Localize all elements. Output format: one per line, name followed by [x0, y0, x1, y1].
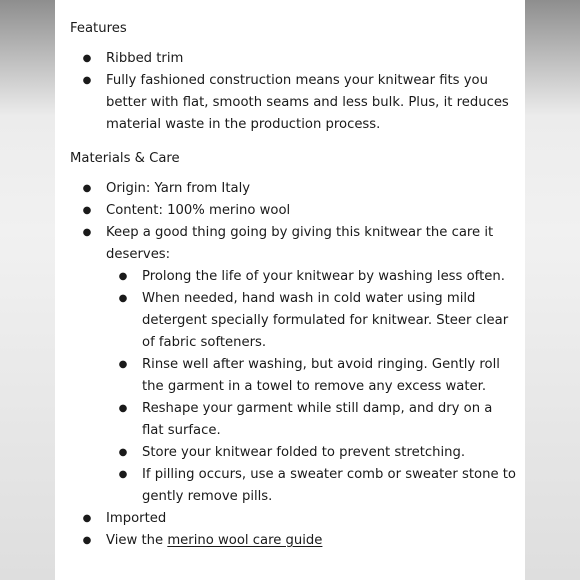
list-item	[70, 508, 518, 530]
product-details-card	[55, 0, 525, 580]
list-item	[106, 398, 518, 442]
list-item	[70, 178, 518, 200]
list-item	[70, 222, 518, 508]
care-tip-text: If pilling occurs, use a sweater comb or sweater stone to gently remove pills.	[142, 467, 517, 504]
bullet-icon: ●	[118, 403, 128, 414]
care-tip-text: Rinse well after washing, but avoid ringing. Gently roll the garment in a towel to remove any excess water.	[142, 357, 500, 394]
care-guide-link[interactable]: merino wool care guide	[167, 533, 323, 548]
bullet-icon: ●	[118, 359, 128, 370]
bullet-icon: ●	[118, 271, 128, 282]
care-tip-text: Reshape your garment while still damp, and dry on a flat surface.	[142, 401, 493, 438]
feature-text: Ribbed trim	[106, 51, 184, 66]
guide-prefix-text: View the	[106, 533, 168, 548]
features-list	[70, 48, 518, 136]
list-item	[106, 266, 518, 288]
bullet-icon: ●	[82, 183, 92, 194]
bullet-icon: ●	[82, 227, 92, 238]
content-text: Content: 100% merino wool	[106, 203, 291, 218]
list-item	[70, 48, 518, 70]
bullet-icon: ●	[82, 53, 92, 64]
materials-care-heading: Materials & Care	[70, 151, 180, 166]
bullet-icon: ●	[82, 513, 92, 524]
product-details-content	[70, 18, 518, 552]
bullet-icon: ●	[82, 205, 92, 216]
list-item	[70, 200, 518, 222]
care-tip-text: Prolong the life of your knitwear by washing less often.	[142, 269, 505, 284]
bullet-icon: ●	[118, 293, 128, 304]
bullet-icon: ●	[82, 75, 92, 86]
imported-text: Imported	[106, 511, 167, 526]
list-item	[70, 530, 518, 552]
list-item	[106, 442, 518, 464]
bullet-icon: ●	[82, 535, 92, 546]
list-item	[106, 288, 518, 354]
bullet-icon: ●	[118, 469, 128, 480]
care-intro-text: Keep a good thing going by giving this knitwear the care it deserves:	[106, 225, 494, 262]
origin-text: Origin: Yarn from Italy	[106, 181, 251, 196]
features-heading: Features	[70, 21, 127, 36]
care-tip-text: When needed, hand wash in cold water using mild detergent specially formulated for knitwear. Steer clear of fabric softeners.	[142, 291, 509, 350]
list-item	[106, 354, 518, 398]
list-item	[70, 70, 518, 136]
feature-text: Fully fashioned construction means your knitwear fits you better with flat, smooth seams and less bulk. Plus, it reduces material waste in the production process.	[106, 73, 509, 132]
care-tip-text: Store your knitwear folded to prevent stretching.	[142, 445, 466, 460]
list-item	[106, 464, 518, 508]
bullet-icon: ●	[118, 447, 128, 458]
materials-list	[70, 178, 518, 552]
care-tips-list	[106, 266, 518, 508]
